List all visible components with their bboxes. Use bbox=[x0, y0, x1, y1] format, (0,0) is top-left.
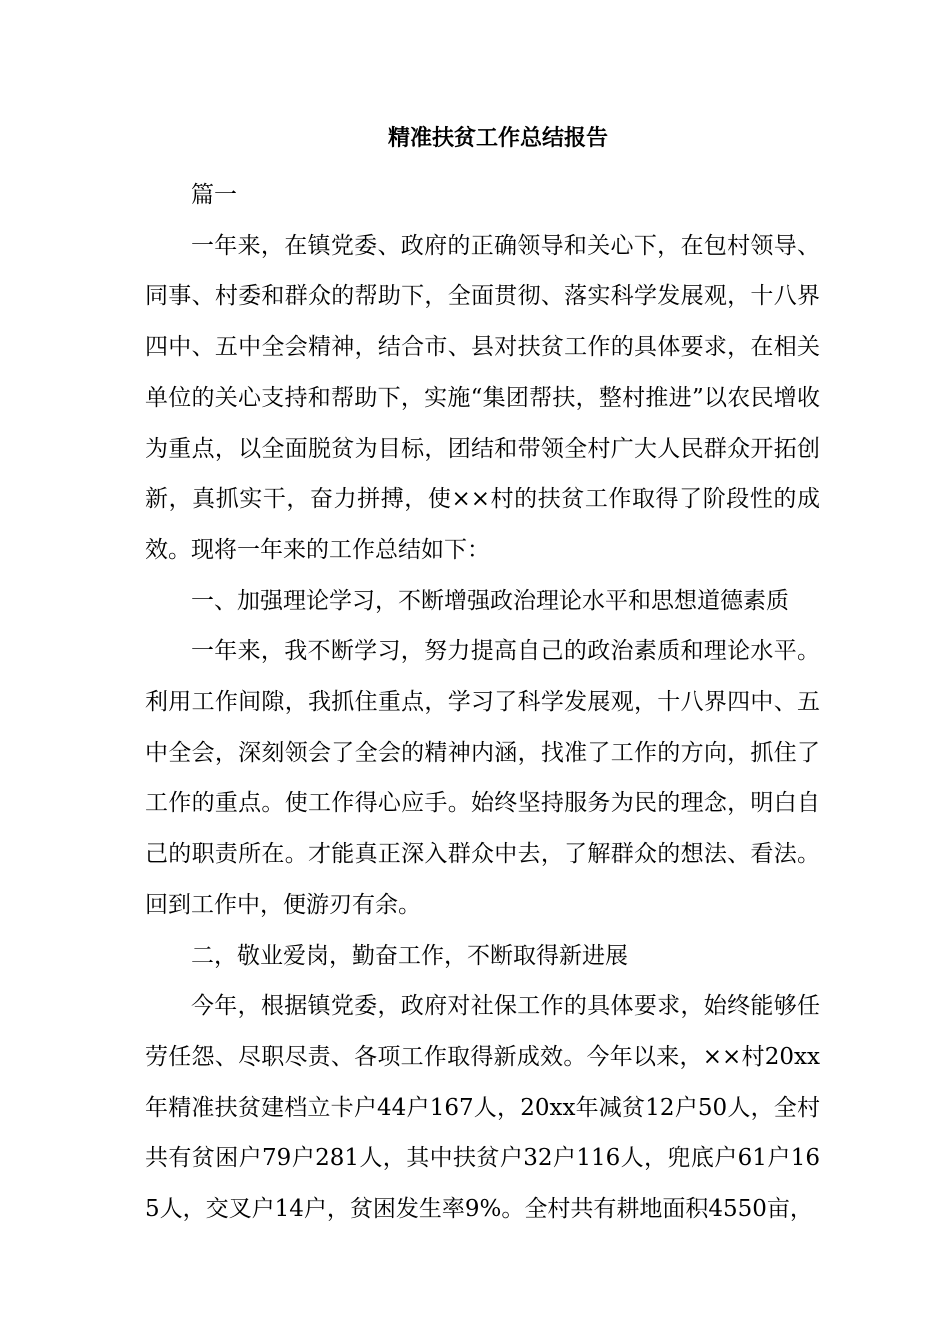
heading-two: 二，敬业爱岗，勤奋工作，不断取得新进展 bbox=[191, 942, 628, 969]
document-title: 精准扶贫工作总结报告 bbox=[387, 125, 608, 151]
intro-paragraph: 一年来，在镇党委、政府的正确领导和关心下，在包村领导、同事、村委和群众的帮助下，全面贯彻、落实科学发展观，十八界四中、五中全会精神，结合市、县对扶贫工作的具体要求，在相关单位的关心支持和帮助下，实施“集团帮扶，整村推进”以农民增收为重点，以全面脱贫为目标，团结和带领全村广大人民群众开拓创新，真抓实干，奋力拼搏，使××村的扶贫工作取得了阶段性的成效。现将一年来的工作总结如下： bbox=[145, 232, 820, 563]
document-body bbox=[145, 170, 820, 1235]
paragraph-study: 一年来，我不断学习，努力提高自己的政治素质和理论水平。利用工作间隙，我抓住重点，学习了科学发展观，十八界四中、五中全会，深刻领会了全会的精神内涵，找准了工作的方向，抓住了工作的重点。使工作得心应手。始终坚持服务为民的理念，明白自己的职责所在。才能真正深入群众中去，了解群众的想法、看法。回到工作中，便游刃有余。 bbox=[145, 638, 820, 918]
heading-one: 一、加强理论学习，不断增强政治理论水平和思想道德素质 bbox=[191, 587, 789, 614]
paragraph-progress: 今年，根据镇党委，政府对社保工作的具体要求，始终能够任劳任怨、尽职尽责、各项工作取得新成效。今年以来，××村20xx年精准扶贫建档立卡户44户167人，20xx年减贫12户50人，全村共有贫困户79户281人，其中扶贫户32户116人，兜底户61户165人，交叉户14户，贫困发生率9%。全村共有耕地面积4550亩， bbox=[145, 993, 820, 1223]
section-label: 篇一 bbox=[191, 182, 237, 208]
